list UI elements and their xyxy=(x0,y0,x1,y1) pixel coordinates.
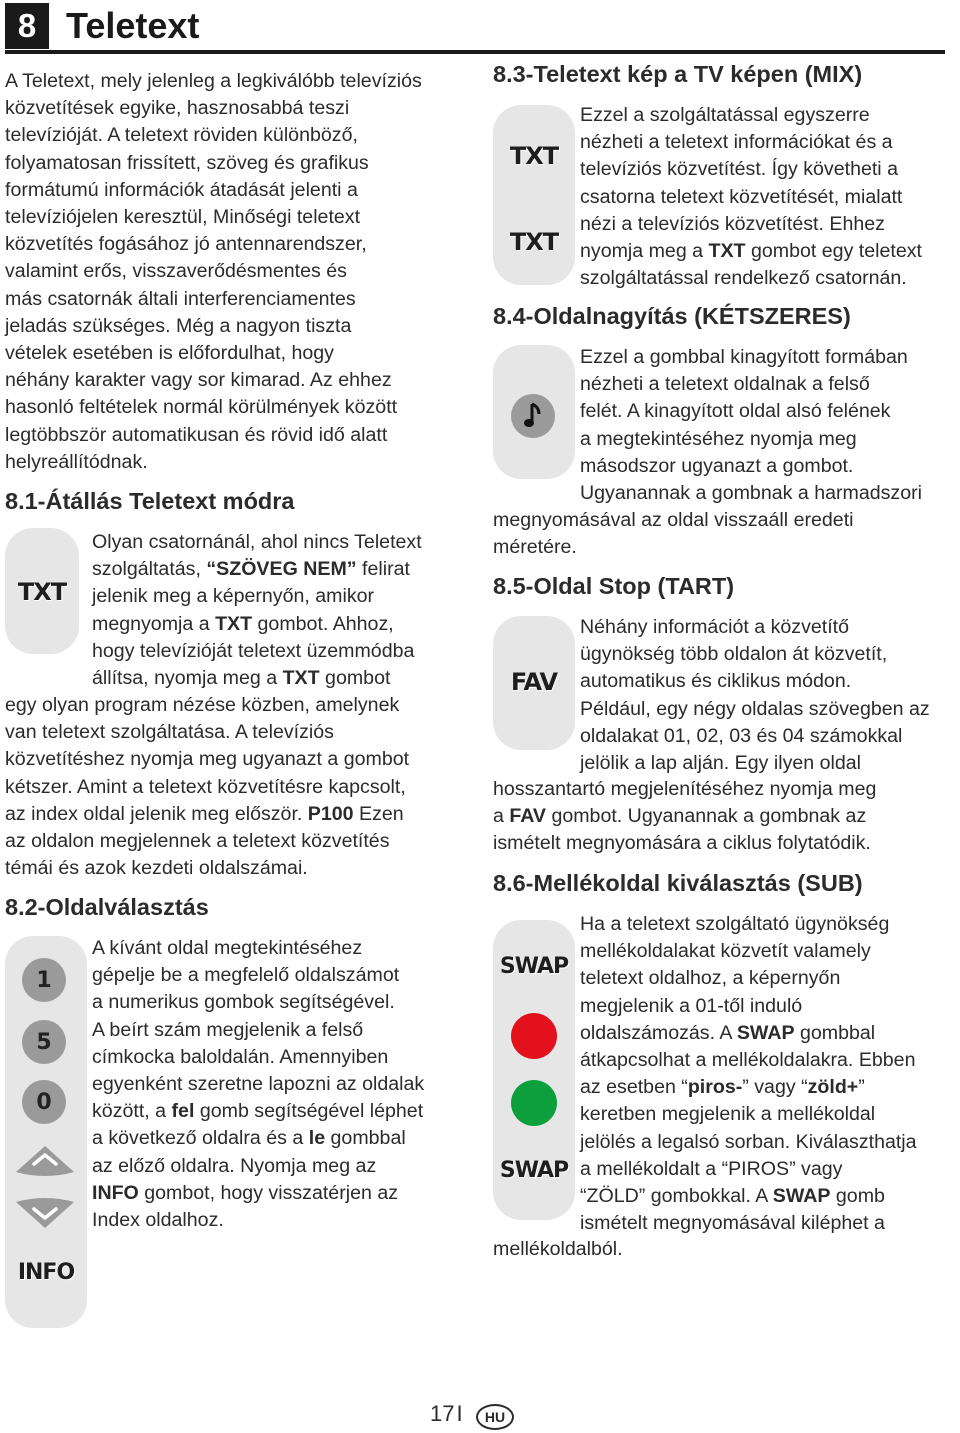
text-line xyxy=(580,426,960,453)
intro-paragraph xyxy=(5,68,475,476)
section-8-6-text-full xyxy=(493,1236,958,1263)
text-line xyxy=(580,614,960,641)
text-line xyxy=(92,1153,472,1180)
text-line xyxy=(92,962,472,989)
text-line xyxy=(92,665,472,692)
text-span: gombbal xyxy=(794,1021,876,1044)
text-line xyxy=(580,1101,960,1128)
text-line xyxy=(5,204,475,231)
text-span: legtöbbször automatikusan és rövid idő alatt xyxy=(5,423,388,446)
text-span: ismételt megnyomására a ciklus folytatódik. xyxy=(493,832,871,855)
text-line xyxy=(92,529,472,556)
text-line xyxy=(92,638,472,665)
text-span: nyomja meg a xyxy=(580,240,709,263)
text-line xyxy=(580,238,960,265)
text-line xyxy=(580,750,960,777)
text-span: hogy televízióját teletext üzemmódba xyxy=(92,639,415,662)
text-span: témái és azok kezdeti oldalszámai. xyxy=(5,857,308,880)
bold-token: “SZÖVEG NEM” xyxy=(206,558,357,581)
text-span: ismételt megnyomásával kiléphet a xyxy=(580,1212,885,1235)
text-line xyxy=(92,1017,472,1044)
section-8-6-heading: 8.6-Mellékoldal kiválasztás (SUB) xyxy=(493,870,863,896)
text-line xyxy=(580,1156,960,1183)
text-span: gomb segítségével léphet xyxy=(194,1100,424,1123)
digit-5-button[interactable]: 5 xyxy=(22,1020,66,1064)
text-line xyxy=(5,801,475,828)
text-span: gombot xyxy=(319,667,391,690)
text-line xyxy=(5,719,475,746)
text-line xyxy=(5,258,475,285)
text-span: folyamatosan frissített, szöveg és grafikus xyxy=(5,151,369,174)
green-button[interactable] xyxy=(511,1080,557,1126)
text-span: helyreállítódnak. xyxy=(5,450,148,473)
text-span: felét. A kinagyított oldal alsó felének xyxy=(580,400,891,423)
fav-button[interactable]: FAV xyxy=(510,668,558,696)
bold-token: le xyxy=(308,1127,326,1150)
text-line xyxy=(5,394,475,421)
text-span: megnyomásával az oldal visszaáll eredeti xyxy=(493,509,854,531)
text-span: nézheti a teletext oldalnak a felső xyxy=(580,373,870,396)
text-line xyxy=(580,696,960,723)
text-line xyxy=(580,371,960,398)
text-span: az esetben “ xyxy=(580,1076,688,1099)
text-span: Ha a teletext szolgáltató ügynökség xyxy=(580,913,890,935)
txt-button-mix-2[interactable]: TXT xyxy=(509,228,559,256)
text-span: mellékoldalakat közvetít valamely xyxy=(580,940,871,963)
text-span: Ugyanannak a gombnak a harmadszori xyxy=(580,482,923,505)
text-span: gombot, hogy visszatérjen az xyxy=(138,1181,399,1204)
text-span: televíziós közvetítést. Így követheti a xyxy=(580,158,899,181)
text-span: csatorna teletext közvetítését, mialatt xyxy=(580,185,903,208)
info-button[interactable]: INFO xyxy=(17,1259,75,1285)
text-span: ” xyxy=(858,1076,865,1099)
text-span: Néhány információt a közvetítő xyxy=(580,616,850,638)
page-up-arrow-icon[interactable] xyxy=(12,1142,78,1178)
text-span: jelölik a lap alján. Egy ilyen oldal xyxy=(580,752,862,775)
section-8-6-text-indent xyxy=(580,911,960,1237)
text-span: Index oldalhoz. xyxy=(92,1209,224,1232)
text-span: gomb xyxy=(830,1185,885,1208)
text-span: állítsa, nyomja meg a xyxy=(92,667,283,690)
text-line xyxy=(580,398,960,425)
section-8-4-heading: 8.4-Oldalnagyítás (KÉTSZERES) xyxy=(493,303,851,329)
text-span: formátumú információk átadását jelenti a xyxy=(5,178,358,201)
text-line xyxy=(580,668,960,695)
text-line xyxy=(5,828,475,855)
text-line xyxy=(493,1236,958,1263)
text-line xyxy=(580,1129,960,1156)
text-span: szolgáltatással rendelkező csatornán. xyxy=(580,267,907,290)
text-span: van teletext szolgáltatása. A televíziós xyxy=(5,721,334,744)
text-line xyxy=(5,177,475,204)
text-span: Ezzel a gombbal kinagyított formában xyxy=(580,346,908,368)
section-8-5-text-full xyxy=(493,776,958,858)
text-span: Például, egy négy oldalas szövegben az xyxy=(580,697,930,720)
text-span: jelölés a legalsó sorban. Kiválaszthatja xyxy=(580,1130,917,1153)
text-line xyxy=(580,911,960,938)
text-line xyxy=(580,1210,960,1237)
text-span: megnyomja a xyxy=(92,612,216,635)
text-line xyxy=(580,1183,960,1210)
text-line xyxy=(5,150,475,177)
text-span: vételek esetében is előfordulhat, hogy xyxy=(5,342,334,365)
digit-0-button[interactable]: 0 xyxy=(22,1080,66,1124)
text-span: Olyan csatornánál, ahol nincs Teletext xyxy=(92,531,422,553)
swap-button-2[interactable]: SWAP xyxy=(499,1157,569,1183)
text-span: gombot. Ugyanannak a gombnak az xyxy=(546,805,867,828)
text-line xyxy=(5,746,475,773)
text-span: néhány karakter vagy sor kimarad. Az ehhez xyxy=(5,369,392,392)
text-span: A kívánt oldal megtekintéséhez xyxy=(92,937,363,959)
text-line xyxy=(580,641,960,668)
bold-token: INFO xyxy=(92,1181,139,1204)
text-line xyxy=(580,723,960,750)
text-line xyxy=(92,935,472,962)
text-span: televíziójelen keresztül, Minőségi teletext xyxy=(5,206,361,229)
text-span: teletext oldalhoz, a képernyőn xyxy=(580,967,841,990)
text-line xyxy=(5,286,475,313)
text-span: A beírt szám megjelenik a felső xyxy=(92,1018,364,1041)
text-span: címkocka baloldalán. Amennyiben xyxy=(92,1045,389,1068)
chapter-rule xyxy=(5,50,945,54)
text-line xyxy=(5,692,475,719)
text-line xyxy=(580,1020,960,1047)
bold-token: TXT xyxy=(708,240,746,263)
text-span: jelenik meg a képernyőn, amikor xyxy=(92,585,375,608)
text-span: közvetítéshez nyomja meg ugyanazt a gombot xyxy=(5,748,410,771)
text-span: a következő oldalra és a xyxy=(92,1127,309,1150)
text-span: közvetítés fogásához jó antennarendszer, xyxy=(5,233,367,256)
text-span: A Teletext, mely jelenleg a legkiválóbb televíziós xyxy=(5,70,422,92)
bold-token: P100 xyxy=(307,802,354,825)
text-line xyxy=(493,803,958,830)
text-line xyxy=(580,993,960,1020)
text-line xyxy=(92,1207,472,1234)
text-span: nézheti a teletext információkat és a xyxy=(580,131,893,154)
text-line xyxy=(580,1074,960,1101)
text-span: ” vagy “ xyxy=(742,1076,808,1099)
text-span: keretben megjelenik a mellékoldal xyxy=(580,1103,876,1126)
bold-token: fel xyxy=(171,1100,195,1123)
section-8-1-text-indent xyxy=(92,529,472,692)
page-number: 17I xyxy=(430,1401,463,1426)
text-span: hosszantartó megjelenítéséhez nyomja meg xyxy=(493,778,877,800)
text-line xyxy=(580,265,960,292)
text-line xyxy=(92,556,472,583)
text-span: oldalszámozás. A xyxy=(580,1021,737,1044)
page-down-arrow-icon[interactable] xyxy=(12,1196,78,1232)
text-span: szolgáltatás, xyxy=(92,558,207,581)
text-span: egy olyan program nézése közben, amelynek xyxy=(5,694,400,716)
text-span: felirat xyxy=(356,558,410,581)
text-span: a megtekintéséhez nyomja meg xyxy=(580,427,857,450)
text-line xyxy=(580,211,960,238)
section-8-3-text xyxy=(580,102,960,292)
text-line xyxy=(493,776,958,803)
digit-1-button[interactable]: 1 xyxy=(22,958,66,1002)
text-line xyxy=(580,965,960,992)
text-span: megjelenik a 01-től induló xyxy=(580,994,803,1017)
text-line xyxy=(5,313,475,340)
bold-token: SWAP xyxy=(736,1021,795,1044)
txt-button[interactable]: TXT xyxy=(17,578,67,606)
text-line xyxy=(5,774,475,801)
text-line xyxy=(580,184,960,211)
text-span: a xyxy=(493,805,510,828)
chapter-number: 8 xyxy=(5,3,49,49)
text-span: átkapcsolhat a mellékoldalakra. Ebben xyxy=(580,1049,916,1072)
text-span: Ezen xyxy=(353,802,404,825)
text-span: egyenként szeretne lapozni az oldalak xyxy=(92,1073,425,1096)
section-8-4-text-indent xyxy=(580,344,960,507)
text-line xyxy=(580,453,960,480)
text-line xyxy=(493,534,958,561)
section-8-4-text-full xyxy=(493,507,958,561)
text-line xyxy=(5,449,475,476)
text-line xyxy=(5,855,475,882)
text-span: a mellékoldalt a “PIROS” vagy xyxy=(580,1157,843,1180)
section-8-3-heading: 8.3-Teletext kép a TV képen (MIX) xyxy=(493,61,863,87)
bold-token: piros- xyxy=(687,1076,743,1099)
text-line xyxy=(580,344,960,371)
text-line xyxy=(580,156,960,183)
text-line xyxy=(580,129,960,156)
text-line xyxy=(580,1047,960,1074)
text-line xyxy=(5,367,475,394)
text-span: televízióját. A teletext röviden különböző, xyxy=(5,124,358,147)
text-span: nézi a televíziós közvetítést. Ehhez xyxy=(580,212,885,235)
text-span: az index oldal jelenik meg először. xyxy=(5,802,308,825)
text-line xyxy=(92,989,472,1016)
text-span: ügynökség több oldalon át közvetít, xyxy=(580,643,888,666)
text-line xyxy=(92,1098,472,1125)
text-line xyxy=(92,611,472,638)
text-line xyxy=(580,938,960,965)
text-line xyxy=(5,68,475,95)
text-span: valamint erős, visszaverődésmentes és xyxy=(5,260,347,283)
text-line xyxy=(580,102,960,129)
text-span: az oldalon megjelennek a teletext közvetítés xyxy=(5,830,390,853)
section-8-1-heading: 8.1-Átállás Teletext módra xyxy=(5,488,295,514)
text-span: az előző oldalra. Nyomja meg az xyxy=(92,1154,377,1177)
text-line xyxy=(92,1180,472,1207)
bold-token: TXT xyxy=(282,667,320,690)
text-span: gombot egy teletext xyxy=(745,240,922,263)
section-8-5-text-indent xyxy=(580,614,960,777)
text-line xyxy=(5,340,475,367)
bold-token: zöld+ xyxy=(807,1076,859,1099)
text-span: gombot. Ahhoz, xyxy=(252,612,394,635)
text-span: automatikus és ciklikus módon. xyxy=(580,670,852,693)
text-line xyxy=(493,830,958,857)
text-span: mellékoldalból. xyxy=(493,1238,623,1260)
text-line xyxy=(5,122,475,149)
text-span: közvetítések egyike, hasznosabbá teszi xyxy=(5,97,350,120)
text-line xyxy=(580,480,960,507)
text-span: “ZÖLD” gombokkal. A xyxy=(580,1185,773,1208)
swap-button-1[interactable]: SWAP xyxy=(499,953,569,979)
txt-button-mix-1[interactable]: TXT xyxy=(509,142,559,170)
page-number-value: 17 xyxy=(430,1401,455,1426)
text-line xyxy=(92,583,472,610)
chapter-title: Teletext xyxy=(66,5,200,46)
bold-token: FAV xyxy=(509,805,546,828)
text-span: más csatornák általi interferenciamentes xyxy=(5,287,356,310)
section-8-1-text-full xyxy=(5,692,475,882)
section-8-5-heading: 8.5-Oldal Stop (TART) xyxy=(493,573,735,599)
section-8-2-text xyxy=(92,935,472,1234)
text-span: másodszor ugyanazt a gombot. xyxy=(580,454,854,477)
text-span: gépelje be a megfelelő oldalszámot xyxy=(92,964,400,987)
text-span: között, a xyxy=(92,1100,172,1123)
section-8-2-heading: 8.2-Oldalválasztás xyxy=(5,894,209,920)
text-span: hasonló feltételek normál körülmények között xyxy=(5,396,398,419)
text-span: Ezzel a szolgáltatással egyszerre xyxy=(580,104,870,126)
text-line xyxy=(5,231,475,258)
music-note-icon[interactable] xyxy=(510,393,556,439)
text-line xyxy=(493,507,958,534)
text-line xyxy=(92,1071,472,1098)
text-span: kétszer. Amint a teletext közvetítésre kapcsolt, xyxy=(5,775,406,798)
bold-token: TXT xyxy=(215,612,253,635)
text-span: a numerikus gombok segítségével. xyxy=(92,991,395,1014)
text-span: gombbal xyxy=(325,1127,406,1150)
text-span: jeladás szükséges. Még a nagyon tiszta xyxy=(5,314,352,337)
bold-token: SWAP xyxy=(772,1185,831,1208)
text-line xyxy=(92,1125,472,1152)
text-line xyxy=(5,95,475,122)
language-badge: HU xyxy=(476,1404,514,1430)
text-line xyxy=(92,1044,472,1071)
text-span: oldalakat 01, 02, 03 és 04 számokkal xyxy=(580,724,903,747)
red-button[interactable] xyxy=(511,1013,557,1059)
text-span: méretére. xyxy=(493,536,577,559)
text-line xyxy=(5,422,475,449)
